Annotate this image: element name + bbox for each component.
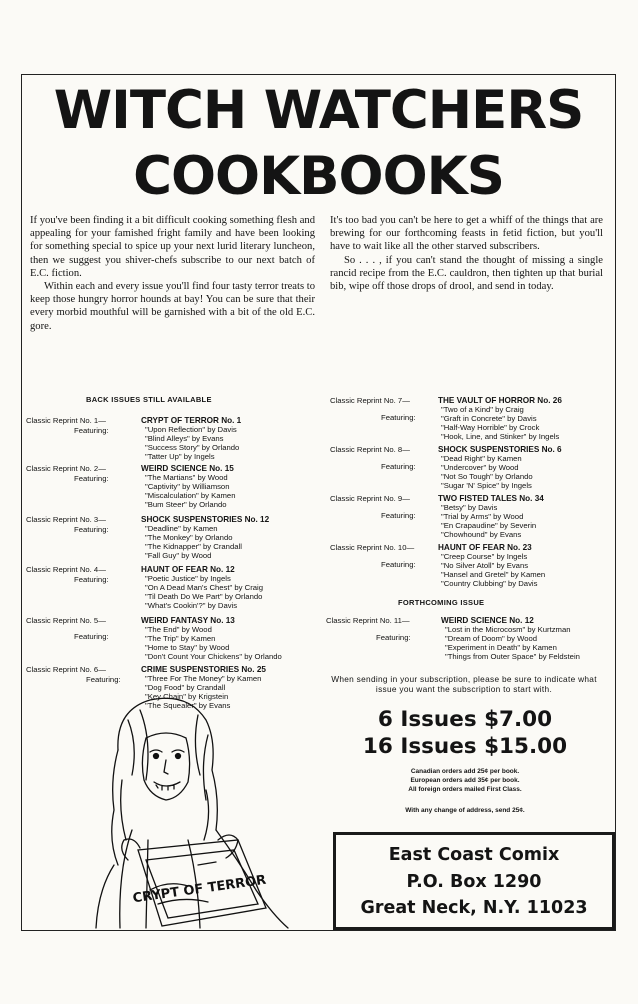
featuring-label: Featuring: (74, 525, 109, 534)
intro-right-column (330, 214, 603, 293)
story-line: "On A Dead Man's Chest" by Craig (145, 583, 264, 592)
story-line: "Dead Right" by Kamen (441, 454, 522, 463)
issue-title: HAUNT OF FEAR No. 23 (438, 543, 532, 552)
price-6-issues: 6 Issues $7.00 (377, 707, 553, 732)
story-line: "Til Death Do We Part" by Orlando (145, 592, 263, 601)
issue-title: SHOCK SUSPENSTORIES No. 12 (141, 515, 270, 524)
issue-title: CRIME SUSPENSTORIES No. 25 (141, 665, 266, 674)
featuring-label: Featuring: (74, 474, 109, 483)
issue-title: THE VAULT OF HORROR No. 26 (438, 396, 562, 405)
crypt-keeper-illustration (88, 690, 318, 930)
reprint-label: Classic Reprint No. 6— (26, 665, 106, 674)
story-line: "Things from Outer Space" by Feldstein (445, 652, 580, 661)
intro-paragraph: Within each and every issue you'll find four tasty terror treats to keep those hungry horror hounds at bay! You can be sure that their every morbid mouthful will be garnished with a bit of the old E.C. gore. (30, 281, 315, 332)
story-line: "Undercover" by Wood (441, 463, 519, 472)
reprint-entry-1 (26, 416, 326, 466)
reprint-label: Classic Reprint No. 9— (330, 494, 410, 503)
story-line: "The Squealer" by Evans (145, 701, 231, 710)
reprint-label: Classic Reprint No. 4— (26, 565, 106, 574)
story-line: "Half-Way Horrible" by Crock (441, 423, 540, 432)
story-line: "Captivity" by Williamson (145, 482, 230, 491)
page-title-line2: COOKBOOKS (133, 146, 504, 207)
story-line: "Deadline" by Kamen (145, 524, 218, 533)
story-line: "Tatter Up" by Ingels (145, 452, 215, 461)
story-line: "Dog Food" by Crandall (145, 683, 226, 692)
canadian-note: Canadian orders add 25¢ per book. (410, 768, 520, 775)
story-line: "Three For The Money" by Kamen (145, 674, 262, 683)
story-line: "Creep Course" by Ingels (441, 552, 528, 561)
featuring-label: Featuring: (381, 462, 416, 471)
reprint-label: Classic Reprint No. 3— (26, 515, 106, 524)
foreign-note: All foreign orders mailed First Class. (408, 786, 522, 793)
issue-title: TWO FISTED TALES No. 34 (438, 494, 544, 503)
featuring-label: Featuring: (376, 633, 411, 642)
featuring-label: Featuring: (86, 675, 121, 684)
story-line: "Upon Reflection" by Davis (145, 425, 237, 434)
reprint-entry-9 (330, 494, 620, 544)
story-line: "Two of a Kind" by Craig (441, 405, 524, 414)
reprint-entry-4 (26, 565, 326, 615)
story-line: "Experiment in Death" by Kamen (445, 643, 557, 652)
page-title-line1: WITCH WATCHERS (53, 80, 584, 141)
address-box (333, 832, 615, 930)
intro-paragraph: It's too bad you can't be here to get a whiff of the things that are brewing for our forthcoming feasts in fetid fiction, but you'll have to wait like all the other starved subscribers. (330, 215, 603, 253)
forthcoming-header: FORTHCOMING ISSUE (398, 598, 485, 607)
reprint-entry-8 (330, 445, 620, 495)
featuring-label: Featuring: (74, 575, 109, 584)
story-line: "What's Cookin'?" by Davis (145, 601, 238, 610)
issue-title: CRYPT OF TERROR No. 1 (141, 416, 242, 425)
featuring-label: Featuring: (381, 413, 416, 422)
intro-left-column (30, 214, 315, 333)
european-note: European orders add 35¢ per book. (410, 777, 520, 784)
reprint-label: Classic Reprint No. 5— (26, 616, 106, 625)
story-line: "Miscalculation" by Kamen (145, 491, 236, 500)
reprint-entry-7 (330, 396, 620, 446)
address-line: Great Neck, N.Y. 11023 (360, 898, 588, 918)
reprint-label: Classic Reprint No. 10— (330, 543, 415, 552)
featuring-label: Featuring: (74, 426, 109, 435)
address-line: P.O. Box 1290 (406, 871, 542, 892)
story-line: "Betsy" by Davis (441, 503, 498, 512)
intro-paragraph: So . . . , if you can't stand the thought of missing a single rancid recipe from the E.C. cauldron, then tighten up that burial bib, wipe off those drops of drool, and send in today. (330, 254, 603, 293)
featuring-label: Featuring: (381, 560, 416, 569)
price-16-issues: 16 Issues $15.00 (362, 734, 568, 759)
address-line: East Coast Comix (388, 845, 560, 865)
issue-title: WEIRD FANTASY No. 13 (141, 616, 235, 625)
issue-title: HAUNT OF FEAR No. 12 (141, 565, 235, 574)
story-line: "Chowhound" by Evans (441, 530, 522, 539)
story-line: "Lost in the Microcosm" by Kurtzman (445, 625, 571, 634)
issue-title: SHOCK SUSPENSTORIES No. 6 (438, 445, 562, 454)
story-line: "Sugar 'N' Spice" by Ingels (441, 481, 532, 490)
story-line: "Home to Stay" by Wood (145, 643, 230, 652)
story-line: "The Kidnapper" by Crandall (145, 542, 242, 551)
story-line: "Blind Alleys" by Evans (145, 434, 224, 443)
intro-paragraph: If you've been finding it a bit difficult cooking something flesh and appealing for your famished fright family and have been looking for something special to spice up your next lurid literary luncheon, then we suggest you shiver-chefs subscribe to our next batch of E.C. fiction. (30, 215, 315, 279)
story-line: "Graft in Concrete" by Davis (441, 414, 537, 423)
story-line: "The Martians" by Wood (145, 473, 228, 482)
back-issues-header: BACK ISSUES STILL AVAILABLE (86, 395, 212, 404)
story-line: "Success Story" by Orlando (145, 443, 240, 452)
foreign-notes (330, 767, 600, 794)
forthcoming-entry (326, 616, 618, 666)
story-line: "The Trip" by Kamen (145, 634, 216, 643)
featuring-label: Featuring: (381, 511, 416, 520)
story-line: "Trial by Arms" by Wood (441, 512, 524, 521)
change-of-address-note: With any change of address, send 25¢. (405, 807, 525, 814)
reprint-entry-3 (26, 515, 326, 565)
reprint-label: Classic Reprint No. 11— (326, 616, 410, 625)
reprint-label: Classic Reprint No. 7— (330, 396, 410, 405)
issue-title: WEIRD SCIENCE No. 12 (441, 616, 534, 625)
issue-title: WEIRD SCIENCE No. 15 (141, 464, 234, 473)
story-line: "The Monkey" by Orlando (145, 533, 233, 542)
featuring-label: Featuring: (74, 632, 109, 641)
story-line: "Don't Count Your Chickens" by Orlando (145, 652, 282, 661)
story-line: "Not So Tough" by Orlando (441, 472, 533, 481)
story-line: "Hansel and Gretel" by Kamen (441, 570, 546, 579)
story-line: "Hook, Line, and Stinker" by Ingels (441, 432, 560, 441)
reprint-label: Classic Reprint No. 1— (26, 416, 106, 425)
story-line: "Poetic Justice" by Ingels (145, 574, 231, 583)
reprint-entry-10 (330, 543, 620, 593)
story-line: "Fall Guy" by Wood (145, 551, 212, 560)
reprint-label: Classic Reprint No. 2— (26, 464, 106, 473)
reprint-entry-2 (26, 464, 326, 514)
subscription-note: When sending in your subscription, please be sure to indicate what issue you want the subscription to start with. (331, 674, 597, 694)
story-line: "No Silver Atoll" by Evans (441, 561, 529, 570)
story-line: "The End" by Wood (145, 625, 212, 634)
reprint-entry-5 (26, 616, 326, 666)
story-line: "En Crapaudine" by Severin (441, 521, 537, 530)
story-line: "Dream of Doom" by Wood (445, 634, 538, 643)
story-line: "Bum Steer" by Orlando (145, 500, 227, 509)
story-line: "Key Chain" by Krigstein (145, 692, 229, 701)
book-cover-label: CRYPT OF TERROR (131, 872, 268, 907)
story-line: "Country Clubbing" by Davis (441, 579, 538, 588)
reprint-label: Classic Reprint No. 8— (330, 445, 410, 454)
